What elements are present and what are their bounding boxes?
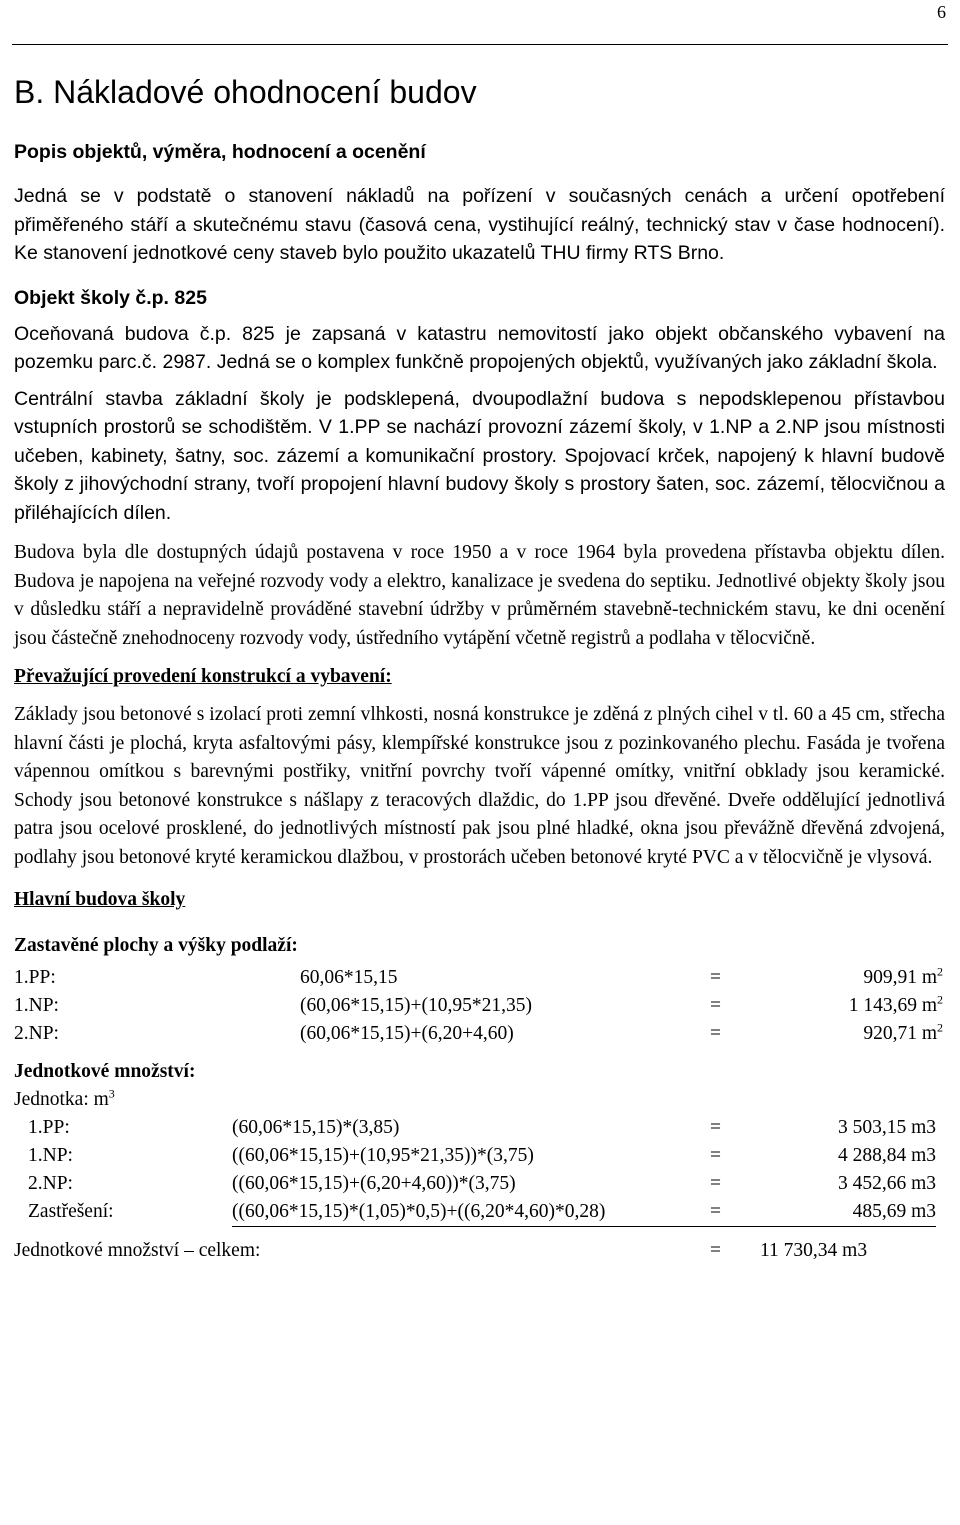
volume-label: 1.PP:: [28, 1117, 70, 1138]
total-label: Jednotkové množství – celkem:: [14, 1240, 261, 1261]
object-paragraph-3: Budova byla dle dostupných údajů postavena v roce 1950 a v roce 1964 byla provedena přístavba objektu dílen. Budova je napojena na veřejné rozvody vody a elektro, kanalizace je svedena do septiku. Jednotlivé objekty školy jsou v důsledku stáří a nepravidelně prováděné stavební údržby v průměrném stavebně-technickém stavu, ke dni ocenění jsou částečně znehodnoceny rozvody vody, ústředního vytápění včetně registrů a podlaha v tělocvičně.: [14, 542, 945, 649]
volume-label: Zastřešení:: [28, 1201, 114, 1222]
area-row: [14, 1020, 945, 1048]
area-row: [14, 992, 945, 1020]
volume-row: [28, 1142, 945, 1170]
volume-expression: (60,06*15,15)*(3,85): [232, 1117, 400, 1138]
area-equals: =: [710, 1023, 721, 1044]
area-expression: (60,06*15,15)+(10,95*21,35): [300, 995, 532, 1016]
area-equals: =: [710, 967, 721, 988]
object-paragraph-1: Oceňovaná budova č.p. 825 je zapsaná v katastru nemovitostí jako objekt občanského vybavení na pozemku parc.č. 2987. Jedná se o komplex funkčně propojených objektů, využívaných jako základní škola.: [14, 322, 945, 373]
volume-value: 485,69 m3: [760, 1198, 936, 1227]
area-label: 1.PP:: [14, 967, 56, 988]
area-expression: 60,06*15,15: [300, 967, 398, 988]
area-value: 1 143,69 $m^2$: [848, 992, 943, 1016]
volume-value: 4 288,84 m3: [837, 1145, 936, 1166]
volume-value: 3 452,66 m3: [837, 1173, 936, 1194]
volume-label: 1.NP:: [28, 1145, 73, 1166]
area-value: 920,71 $m^2$: [863, 1020, 943, 1044]
volume-expression: ((60,06*15,15)+(6,20+4,60))*(3,75): [232, 1173, 516, 1194]
total-equals: =: [710, 1240, 721, 1261]
intro-paragraph: Jedná se v podstatě o stanovení nákladů na pořízení v současných cenách a určení opotřebení přiměřeného stáří a skutečnému stavu (časová cena, vystihující reálný, technický stav v čase hodnocení). Ke stanovení jednotkové ceny staveb bylo použito ukazatelů THU firmy RTS Brno.: [14, 185, 945, 264]
area-equals: =: [710, 995, 721, 1016]
volume-equals: =: [710, 1173, 721, 1194]
volume-row: [28, 1170, 945, 1198]
page-title: B. Nákladové ohodnocení budov: [14, 74, 477, 110]
volume-label: 2.NP:: [28, 1173, 73, 1194]
unit-heading: Jednotkové množství:: [14, 1061, 196, 1082]
volume-row: [28, 1114, 945, 1142]
object-paragraph-2: Centrální stavba základní školy je podsklepená, dvoupodlažní budova s nepodsklepenou přístavbou vstupních prostorů se schodištěm. V 1.PP se nachází provozní zázemí školy, v 1.NP a 2.NP jsou místnosti učeben, kabinety, šatny, soc. zázemí a komunikační prostory. Spojovací krček, napojený k hlavní budově školy z jihovýchodní strany, tvoří propojení hlavní budovy školy s prostory šaten, soc. zázemí, tělocvičnou a přiléhajících dílen.: [14, 387, 945, 524]
subtitle: Popis objektů, výměra, hodnocení a ocenění: [14, 141, 426, 163]
area-label: 2.NP:: [14, 1023, 59, 1044]
construction-paragraph: Základy jsou betonové s izolací proti zemní vlhkosti, nosná konstrukce je zděná z plných cihel v tl. 60 a 45 cm, střecha hlavní části je plochá, kryta asfaltovými pásy, klempířské konstrukce jsou z pozinkovaného plechu. Fasáda je tvořena vápennou omítkou s barevnými postřiky, vnitřní povrchy tvoří vápenné omítky, vnitřní obklady jsou keramické. Schody jsou betonové konstrukce s nášlapy z teracových dlaždic, do 1.PP jsou dřevěné. Dveře oddělující jednotlivá patra jsou ocelové prosklené, do jednotlivých místností pak jsou plné hladké, okna jsou převážně dřevěná zdvojená, podlahy jsou betonové kryté keramickou dlažbou, v prostorách učeben betonové kryté PVC a v tělocvičně je vlysová.: [14, 704, 945, 868]
total-row: [14, 1237, 945, 1265]
volume-row: [28, 1198, 945, 1227]
volume-value: 3 503,15 m3: [837, 1117, 936, 1138]
volume-equals: =: [710, 1145, 721, 1166]
volumes-table: [14, 1114, 945, 1227]
main-building-heading: Hlavní budova školy: [14, 889, 186, 910]
object-heading: Objekt školy č.p. 825: [14, 286, 207, 309]
total-value: 11 730,34 m3: [760, 1240, 868, 1261]
areas-table: [14, 964, 945, 1048]
volume-equals: =: [710, 1117, 721, 1138]
unit-label: Jednotka: $m^3$: [14, 1086, 115, 1110]
construction-heading: Převažující provedení konstrukcí a vybavení:: [14, 666, 392, 687]
areas-heading: Zastavěné plochy a výšky podlaží:: [14, 935, 298, 956]
area-row: [14, 964, 945, 992]
page-number: 6: [937, 2, 946, 22]
volume-expression: ((60,06*15,15)*(1,05)*0,5)+((6,20*4,60)*0,28): [232, 1198, 710, 1227]
volume-expression: ((60,06*15,15)+(10,95*21,35))*(3,75): [232, 1145, 534, 1166]
document-body: [14, 138, 945, 1265]
area-value: 909,91 $m^2$: [863, 964, 943, 988]
header-rule: [12, 44, 948, 45]
area-expression: (60,06*15,15)+(6,20+4,60): [300, 1023, 514, 1044]
volume-equals: =: [710, 1198, 760, 1227]
area-label: 1.NP:: [14, 995, 59, 1016]
